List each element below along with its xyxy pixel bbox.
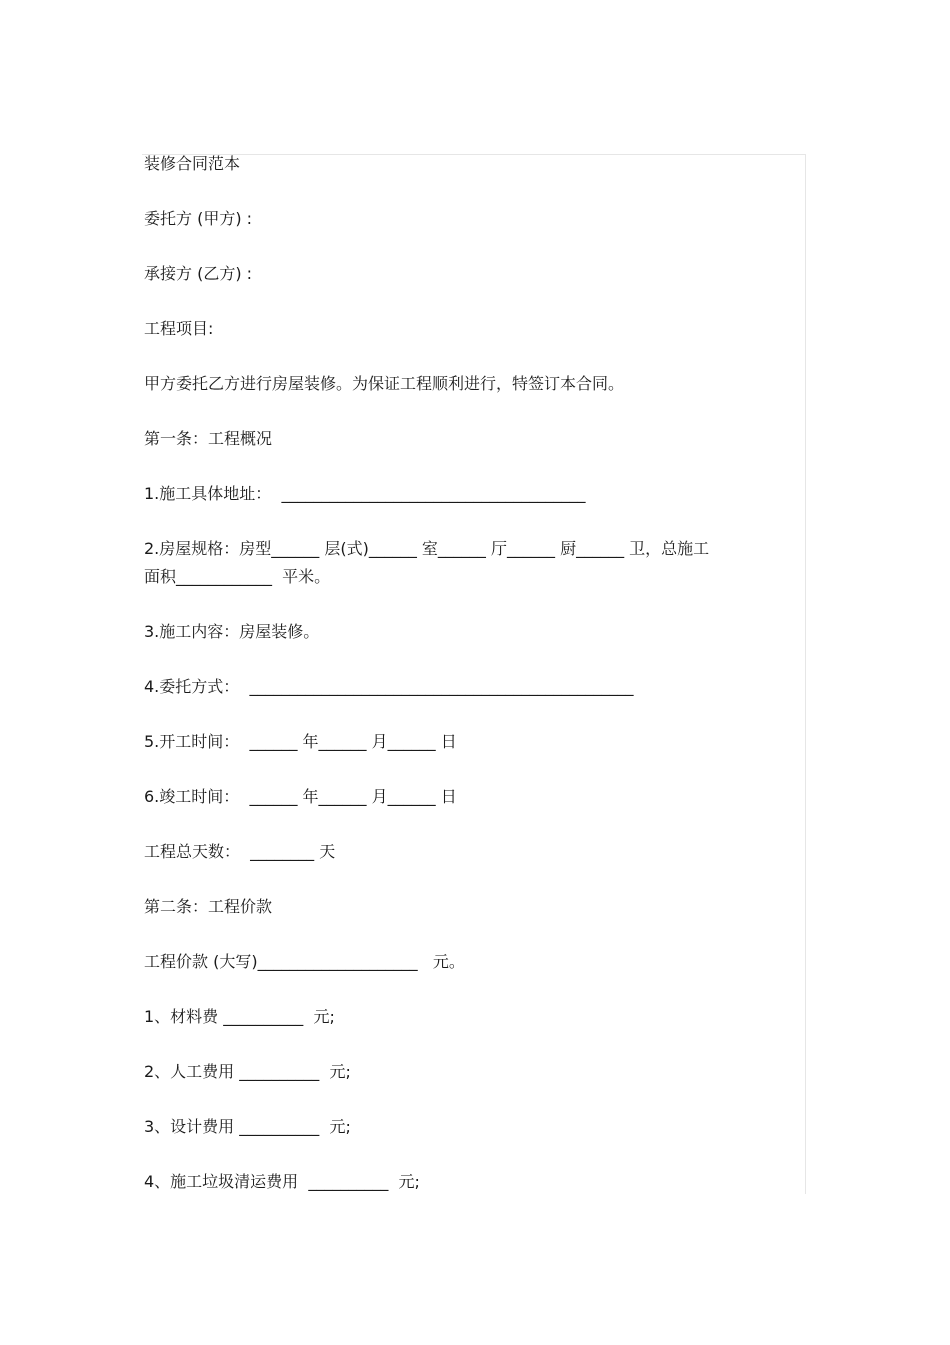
party-a-line: 委托方 (甲方) : <box>144 209 253 228</box>
total-price-line: 工程价款 (大写)____________________ 元。 <box>144 952 465 971</box>
project-line: 工程项目: <box>144 319 214 338</box>
waste-removal-fee-line: 4、施工垃圾清运费用 __________ 元; <box>144 1172 420 1191</box>
intro-paragraph: 甲方委托乙方进行房屋装修。为保证工程顺利进行，特签订本合同。 <box>144 374 625 393</box>
completion-date-line: 6.竣工时间： ______ 年______ 月______ 日 <box>144 787 457 806</box>
total-days-line: 工程总天数： ________ 天 <box>144 842 336 861</box>
start-date-line: 5.开工时间： ______ 年______ 月______ 日 <box>144 732 457 751</box>
document-title: 装修合同范本 <box>144 154 241 173</box>
house-spec-line-2: 面积____________ 平米。 <box>144 567 331 586</box>
contract-document <box>144 150 808 1196</box>
party-b-line: 承接方 (乙方) : <box>144 264 253 283</box>
address-line: 1.施工具体地址： ______________________________________ <box>144 484 586 503</box>
design-fee-line: 3、设计费用 __________ 元; <box>144 1117 351 1136</box>
labor-fee-line: 2、人工费用 __________ 元; <box>144 1062 351 1081</box>
article-1-heading: 第一条：工程概况 <box>144 429 273 448</box>
house-spec-paragraph <box>144 535 808 591</box>
material-fee-line: 1、材料费 __________ 元; <box>144 1007 335 1026</box>
work-content-line: 3.施工内容：房屋装修。 <box>144 622 320 641</box>
article-2-heading: 第二条：工程价款 <box>144 897 273 916</box>
house-spec-line-1: 2.房屋规格：房型______ 层(式)______ 室______ 厅______ 厨______ 卫，总施工 <box>144 539 710 558</box>
commission-method-line: 4.委托方式： ________________________________________________ <box>144 677 634 696</box>
